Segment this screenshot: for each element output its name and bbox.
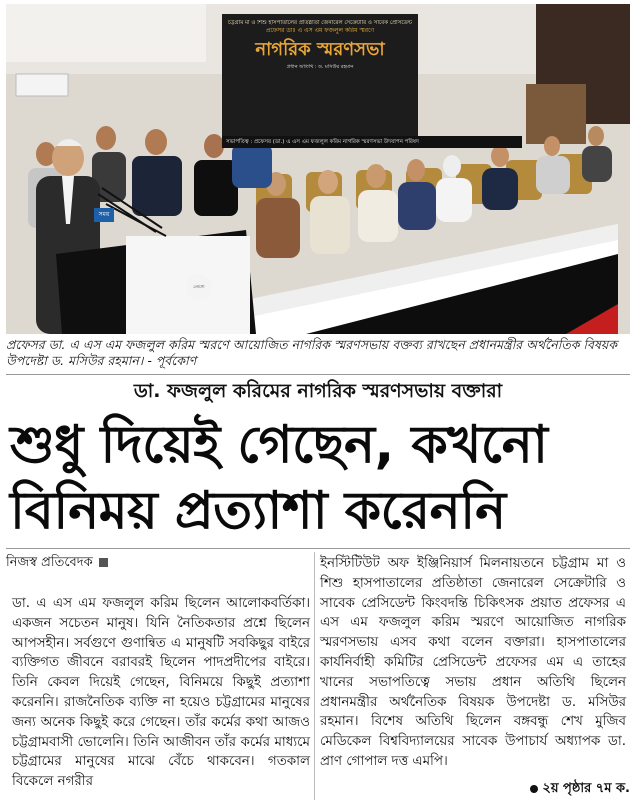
banner-name-line: প্রফেসর ডাঃ এ এস এম ফজলুল করিম স্মরণে xyxy=(265,27,375,34)
square-bullet-icon xyxy=(99,558,108,567)
byline xyxy=(6,553,306,573)
bullet-dot-icon xyxy=(530,785,538,793)
article-column-2: ইনস্টিটিউট অফ ইঞ্জিনিয়ার্স মিলনায়তনে চট্টগ্রাম মা ও শিশু হাসপাতালের প্রতিষ্ঠাতা জেনারেল সেক্রেটারি ও সাবেক প্রেসিডেন্ট কিংবদন্তি চিকিৎসক প্রয়াত প্রফেসর এ এস এম ফজলুল করিম স্মরণে আয়োজিত নাগরিক স্মরণসভায় এসব কথা বলেন বক্তারা। হাসপাতালের কার্যনির্বাহী কমিটির প্রেসিডেন্ট প্রফেসর এম এ তাহের খানের সভাপতিত্বে সভায় প্রধান অতিথি ছিলেন প্রধানমন্ত্রীর অর্থনৈতিক বিষয়ক উপদেষ্টা ড. মসিউর রহমান। বিশেষ অতিথি ছিলেন বঙ্গবন্ধু শেখ মুজিব মেডিকেল বিশ্ববিদ্যালয়ের সাবেক উপাচার্য অধ্যাপক ডা. প্রাণ গোপাল দত্ত এমপি। xyxy=(320,556,626,769)
headline-kicker: ডা. ফজলুল করিমের নাগরিক স্মরণসভায় বক্তারা xyxy=(133,380,503,402)
continued-jump[interactable] xyxy=(500,780,630,798)
podium-logo: লোগো xyxy=(186,274,212,300)
banner-title: নাগরিক স্মরণসভা xyxy=(255,39,385,60)
byline-text: নিজস্ব প্রতিবেদক xyxy=(6,555,93,570)
banner-guest-line: প্রধান অতিথি : ড. মসিউর রহমান xyxy=(286,64,354,70)
headline-divider xyxy=(6,548,630,549)
headline-line-2: বিনিময় প্রত্যাশা করেননি xyxy=(10,481,506,541)
continued-jump-text: ২য় পৃষ্ঠার ৭ম ক. xyxy=(542,781,630,796)
banner-presided-strip: সভাপতিত্ব : প্রফেসর (ডা.) এ এস এম ফজলুল করিম নাগরিক স্মরণসভা উদযাপন পরিষদ xyxy=(222,136,522,148)
news-photo xyxy=(6,4,630,334)
column-divider xyxy=(314,552,315,800)
photo-caption: প্রফেসর ডা. এ এস এম ফজলুল করিম স্মরণে আয়োজিত নাগরিক স্মরণসভায় বক্তব্য রাখছেন প্রধানমন্ত্রীর অর্থনৈতিক বিষয়ক উপদেষ্টা ড. মসিউর রহমান। - পূর্বকোণ xyxy=(6,337,617,368)
event-banner xyxy=(222,14,418,136)
caption-divider xyxy=(6,374,630,375)
article-column-1: ডা. এ এস এম ফজলুল করিম ছিলেন আলোকবর্তিকা। একজন সচেতন মানুষ। যিনি নৈতিকতার প্রশ্নে ছিলেন আপসহীন। সর্বগুণে গুণান্বিত এ মানুষটি সবকিছুর বাইরে ব্যক্তিগত জীবনে বরাবরই ছিলেন পাদপ্রদীপের বাইরে। তিনি কেবল দিয়েই গেছেন, বিনিময়ে কিছুই প্রত্যাশা করেননি। রাজনৈতিক ব্যক্তি না হয়েও চট্টগ্রামের মানুষের জন্য অনেক কিছুই করে গেছেন। তাঁর কর্মের কথা আজও চট্টগ্রামবাসী ভোলেনি। তিনি আজীবন তাঁর কর্মের মাধ্যমে চট্টগ্রামের মানুষের মাঝে বেঁচে থাকবেন। গতকাল বিকেলে নগরীর xyxy=(12,596,310,790)
headline xyxy=(10,412,628,544)
mic-logo-tag: সময় xyxy=(94,208,114,222)
headline-line-1: শুধু দিয়েই গেছেন, কখনো xyxy=(10,415,548,475)
banner-org-line: চট্টগ্রাম মা ও শিশু হাসপাতালের প্রতিষ্ঠাতা জেনারেল সেক্রেটারি ও সাবেক প্রেসিডেন্ট xyxy=(228,20,412,26)
